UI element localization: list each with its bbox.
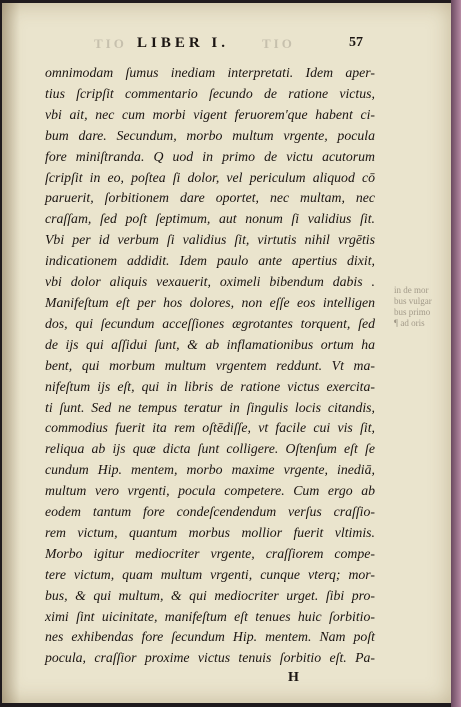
- bleed-through-text: in de mor bus vulgar bus primo ¶ ad oris: [394, 285, 432, 328]
- text-line: ximi ſint uicinitate, manifeſtum eſt tenues huic ſorbitio-: [45, 608, 375, 624]
- text-line: paruerit, ſorbitionem dare oportet, nec multam, nec: [45, 190, 375, 206]
- text-line: multum vero vrgenti, pocula competere. Cum ergo ab: [45, 483, 375, 499]
- page-header: [137, 35, 377, 55]
- text-line: bent, qui morbum multum vrgentem reddunt. Vt ma-: [45, 357, 375, 373]
- main-text-block: [45, 63, 375, 669]
- bleed-through-text: TIO: [262, 36, 295, 51]
- text-line: omnimodam ſumus inediam interpretati. Idem aper-: [45, 65, 375, 80]
- text-line: dos, qui ſecundum acceſſiones ægrotantes torquent, ſed: [45, 315, 375, 331]
- text-line: pocula, craſſior proxime victus tenuis ſorbitio eſt. Pa-: [45, 650, 375, 666]
- text-line: fore miniſtranda. Q uod in primo de victu acutorum: [45, 148, 375, 164]
- scan-edge: [451, 0, 461, 707]
- text-line: eodem tantum fore condeſcendendum verſus craſſio-: [45, 504, 375, 520]
- text-line: reliqua ab ijs quæ dicta ſunt colligere. Oſtenſum eſt ſe: [45, 441, 375, 457]
- text-line: ſcripſit in eo, poſtea ſi dolor, vel periculum aliquod cō: [45, 169, 375, 185]
- page-number: 57: [349, 35, 363, 50]
- text-line: cundum Hip. mentem, morbo maxime vrgente, inediā,: [45, 462, 375, 478]
- bleed-through-text: TIO: [94, 36, 127, 51]
- text-line: indicationem addidit. Idem paulo ante apertius dixit,: [45, 253, 375, 269]
- text-line: de ijs qui aſſidui ſunt, & ab inflamationibus ortum ha: [45, 336, 375, 352]
- text-line: rem victum, quantum morbus mollior fuerit vltimis.: [45, 524, 375, 540]
- book-page: [2, 3, 451, 703]
- text-line: Morbo igitur mediocriter vrgente, craſſiorem compe-: [45, 545, 375, 561]
- gutter-shadow: [2, 3, 20, 703]
- text-line: commodius fuerit ita rem oſtēdiſſe, vt facile cui vis ſit,: [45, 420, 375, 436]
- text-line: vbi ait, nec cum morbi vigent feruorem'que habent ci-: [45, 106, 375, 122]
- signature-mark: H: [288, 670, 299, 685]
- text-line: tere victum, quam multum vrgenti, cunque vterq; mor-: [45, 566, 375, 582]
- text-line: Manifeſtum eſt per hos dolores, non eſſe eos intelligen: [45, 294, 375, 310]
- text-line: nifeſtum ijs eſt, qui in libris de ratione victus exercita-: [45, 378, 375, 394]
- text-line: Vbi per id verbum ſi validius ſit, virtutis nihil vrgētis: [45, 232, 375, 248]
- text-line: ti ſunt. Sed ne tempus teratur in ſingulis locis citandis,: [45, 399, 375, 415]
- text-line: tius ſcripſit commentario ſecundo de ratione victus,: [45, 85, 375, 101]
- running-head: LIBER I.: [137, 35, 230, 51]
- text-line: craſſam, ſed poſt ſeptimum, aut nonum ſi validius ſit.: [45, 211, 375, 227]
- text-line: bum dare. Secundum, morbo multum vrgente, pocula: [45, 127, 375, 143]
- text-line: vbi dolor aliquis vexauerit, oximeli bibendum dabis .: [45, 274, 375, 290]
- text-line: bus, & qui multum, & qui mediocriter urget. ſibi pro-: [45, 587, 375, 603]
- text-line: nes exhibendas fore ſecundum Hip. mentem. Nam poſt: [45, 629, 375, 645]
